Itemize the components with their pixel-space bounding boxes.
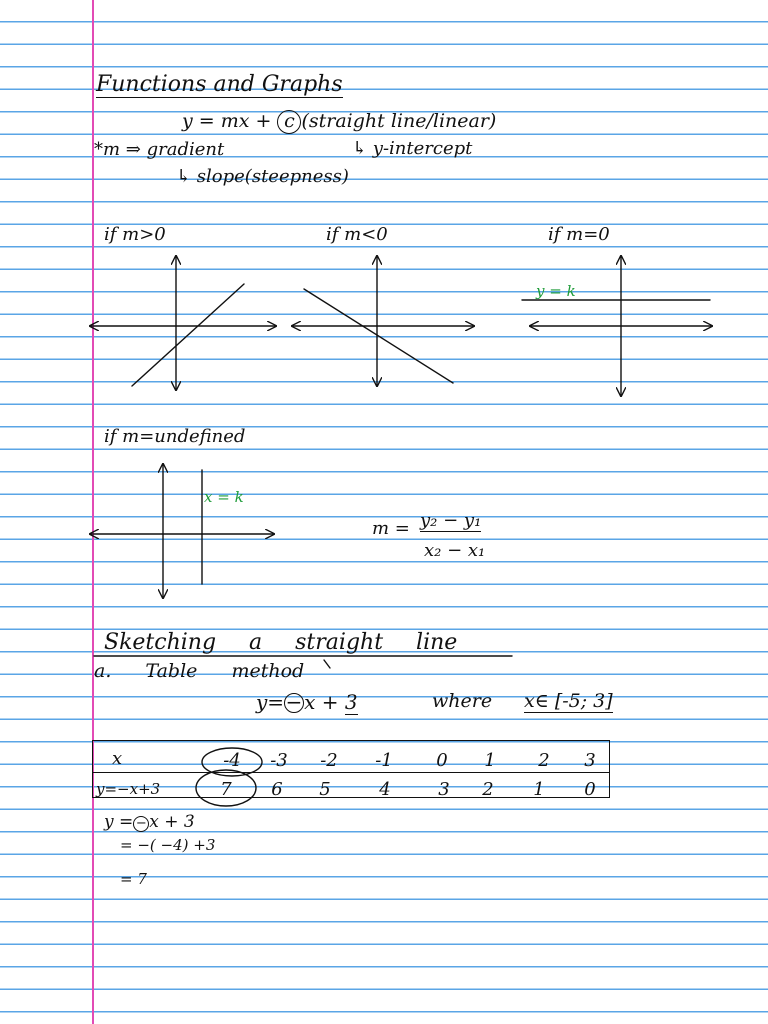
method-tick-mark xyxy=(324,660,330,668)
x-cell: -1 xyxy=(375,750,393,771)
table-y-label: y=−x+3 xyxy=(96,780,161,798)
y-cell: 2 xyxy=(482,779,494,800)
y-cell: 3 xyxy=(438,779,450,800)
gradient-formula-numerator: y₂ − y₁ xyxy=(420,510,482,531)
case-positive-label: if m>0 xyxy=(104,224,166,245)
section-title: Sketching a straight line xyxy=(104,630,458,655)
y-cell: 0 xyxy=(584,779,596,800)
y-cell: 5 xyxy=(319,779,331,800)
gradient-note: *m ⇒ gradient xyxy=(94,139,225,160)
graph1-positive-line xyxy=(132,284,244,386)
y-cell: 1 xyxy=(533,779,545,800)
line-y-equals-k-label: y = k xyxy=(536,282,576,300)
equation-const: 3 xyxy=(344,690,358,714)
x-cell: 0 xyxy=(436,750,448,771)
working-circled-minus: − xyxy=(133,816,149,832)
working-line-2: = −( −4) +3 xyxy=(120,836,216,854)
equation-mid: x + xyxy=(304,690,339,714)
domain-label: x∈ [-5; 3] xyxy=(524,690,613,712)
x-cell: 1 xyxy=(484,750,496,771)
y-cell: 4 xyxy=(379,779,391,800)
x-cell: 3 xyxy=(584,750,596,771)
gradient-formula-denominator: x₂ − x₁ xyxy=(424,540,486,561)
table-x-label: x xyxy=(112,748,123,769)
slope-note: ↳ slope(steepness) xyxy=(176,166,349,187)
page-title: Functions and Graphs xyxy=(96,72,343,97)
x-cell: 2 xyxy=(538,750,550,771)
y-cell: 6 xyxy=(271,779,283,800)
y-intercept-note: ↳ y-intercept xyxy=(352,138,473,159)
where-label: where xyxy=(432,690,493,712)
method-label: a. Table method xyxy=(94,660,305,682)
graph2-negative-line xyxy=(304,289,453,383)
equation-prefix: y = mx + xyxy=(182,110,278,132)
equation-left: y= xyxy=(256,690,285,714)
working-left: y = xyxy=(104,812,134,832)
x-cell: -4 xyxy=(223,750,241,771)
x-cell: -2 xyxy=(320,750,338,771)
equation-suffix: (straight line/linear) xyxy=(301,110,497,132)
case-zero-label: if m=0 xyxy=(548,224,610,245)
case-negative-label: if m<0 xyxy=(326,224,388,245)
x-cell: -3 xyxy=(270,750,288,771)
y-cell: 7 xyxy=(220,779,232,800)
working-line-3: = 7 xyxy=(120,870,147,888)
line-x-equals-k-label: x = k xyxy=(204,488,244,506)
circled-minus: − xyxy=(285,690,303,714)
working-right: x + 3 xyxy=(149,812,195,832)
c-circled: c xyxy=(277,110,301,134)
gradient-formula-lhs: m = xyxy=(372,518,410,539)
case-undefined-label: if m=undefined xyxy=(104,426,246,447)
